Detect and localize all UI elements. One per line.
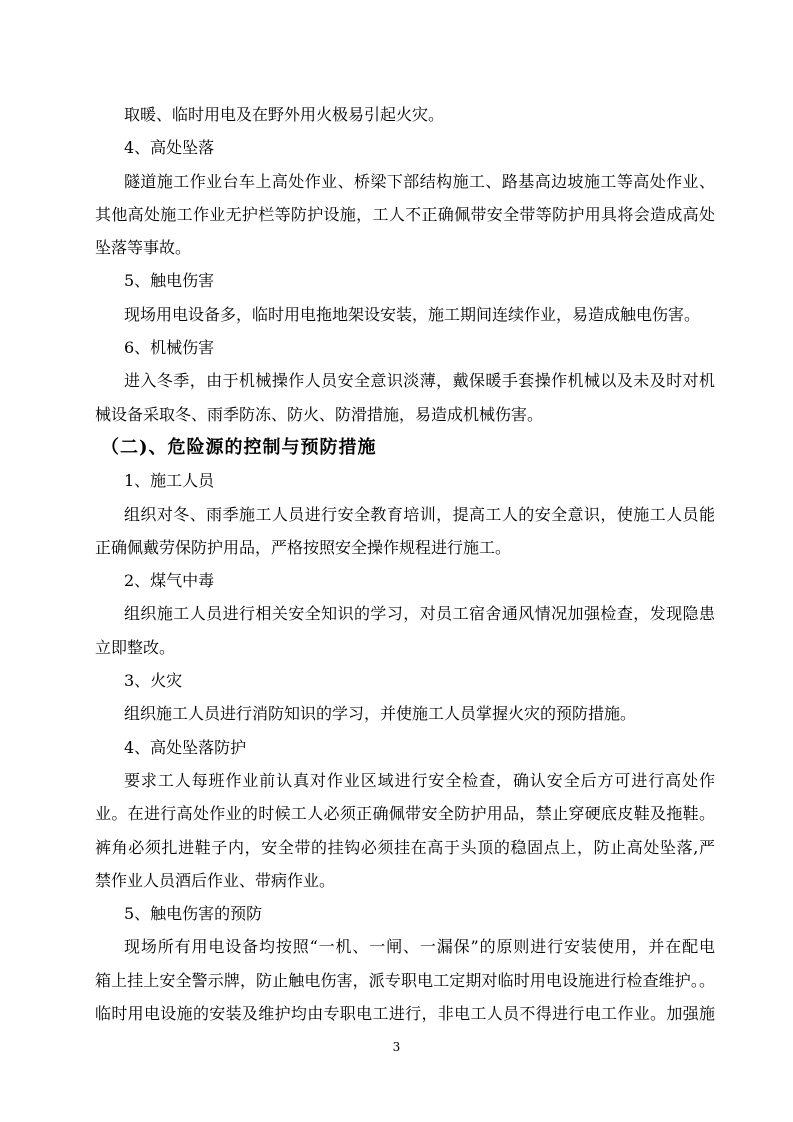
text-line: 隧道施工作业台车上高处作业、桥梁下部结构施工、路基高边坡施工等高处作业、: [124, 171, 715, 191]
paragraph: [95, 298, 715, 331]
text-line: 裤角必须扎进鞋子内，安全带的挂钩必须挂在高于头顶的稳固点上，防止高处坠落,严: [95, 837, 715, 857]
subsection-title: [95, 331, 715, 364]
text-line: 4、高处坠落防护: [124, 737, 247, 757]
paragraph: [95, 597, 715, 664]
paragraph: [95, 697, 715, 730]
paragraph: [95, 98, 715, 131]
text-line: 取暖、临时用电及在野外用火极易引起火灾。: [124, 105, 445, 124]
subsection-title: [95, 664, 715, 697]
text-line: 正确佩戴劳保防护用品，严格按照安全操作规程进行施工。: [95, 537, 512, 557]
text-line: 进入冬季，由于机械操作人员安全意识淡薄，戴保暖手套操作机械以及未及时对机: [124, 371, 715, 391]
text-line: 现场所有用电设备均按照“一机、一闸、一漏保”的原则进行安装使用，并在配电: [124, 937, 715, 957]
subsection-title: [95, 264, 715, 297]
text-line: 4、高处坠落: [124, 138, 215, 158]
text-line: 2、煤气中毒: [124, 571, 215, 591]
text-line: 组织施工人员进行相关安全知识的学习，对员工宿舍通风情况加强检查，发现隐患: [124, 604, 715, 624]
paragraph: [95, 364, 715, 431]
text-line: 禁作业人员酒后作业、带病作业。: [95, 870, 336, 890]
text-line: 箱上挂上安全警示牌，防止触电伤害，派专职电工定期对临时用电设施进行检查维护。。: [95, 970, 715, 990]
text-line: 3、火灾: [124, 671, 183, 691]
paragraph: [95, 764, 715, 897]
subsection-title: [95, 564, 715, 597]
page-number: 3: [392, 1040, 401, 1054]
text-line: 坠落等事故。: [95, 238, 192, 258]
text-line: 业。在进行高处作业的时候工人必须正确佩带安全防护用品，禁止穿硬底皮鞋及拖鞋。: [95, 804, 715, 824]
text-line: 立即整改。: [95, 637, 176, 657]
paragraph: [95, 165, 715, 265]
subsection-title: [95, 731, 715, 764]
subsection-title: [95, 464, 715, 497]
paragraph: [95, 498, 715, 565]
text-line: 5、触电伤害: [124, 271, 215, 291]
text-line: 临时用电设施的安装及维护均由专职电工进行，非电工人员不得进行电工作业。加强施: [95, 1004, 715, 1024]
text-line: 组织施工人员进行消防知识的学习，并使施工人员掌握火灾的预防措施。: [124, 704, 637, 724]
section-heading: [95, 431, 715, 464]
paragraph: [95, 930, 715, 1030]
text-line: 要求工人每班作业前认真对作业区域进行安全检查，确认安全后方可进行高处作: [124, 770, 715, 790]
text-line: 械设备采取冬、雨季防冻、防火、防滑措施，易造成机械伤害。: [95, 404, 544, 424]
text-line: （二)、危险源的控制与预防措施: [101, 436, 377, 458]
subsection-title: [95, 131, 715, 164]
text-line: 1、施工人员: [124, 471, 215, 491]
text-line: 现场用电设备多，临时用电拖地架设安装，施工期间连续作业，易造成触电伤害。: [124, 304, 701, 324]
text-line: 组织对冬、雨季施工人员进行安全教育培训，提高工人的安全意识，使施工人员能: [124, 504, 715, 524]
subsection-title: [95, 897, 715, 930]
text-line: 其他高处施工作业无护栏等防护设施，工人不正确佩带安全带等防护用具将会造成高处: [95, 204, 715, 224]
text-line: 6、机械伤害: [124, 338, 215, 358]
text-line: 5、触电伤害的预防: [124, 904, 263, 924]
document-body: [95, 98, 715, 1030]
